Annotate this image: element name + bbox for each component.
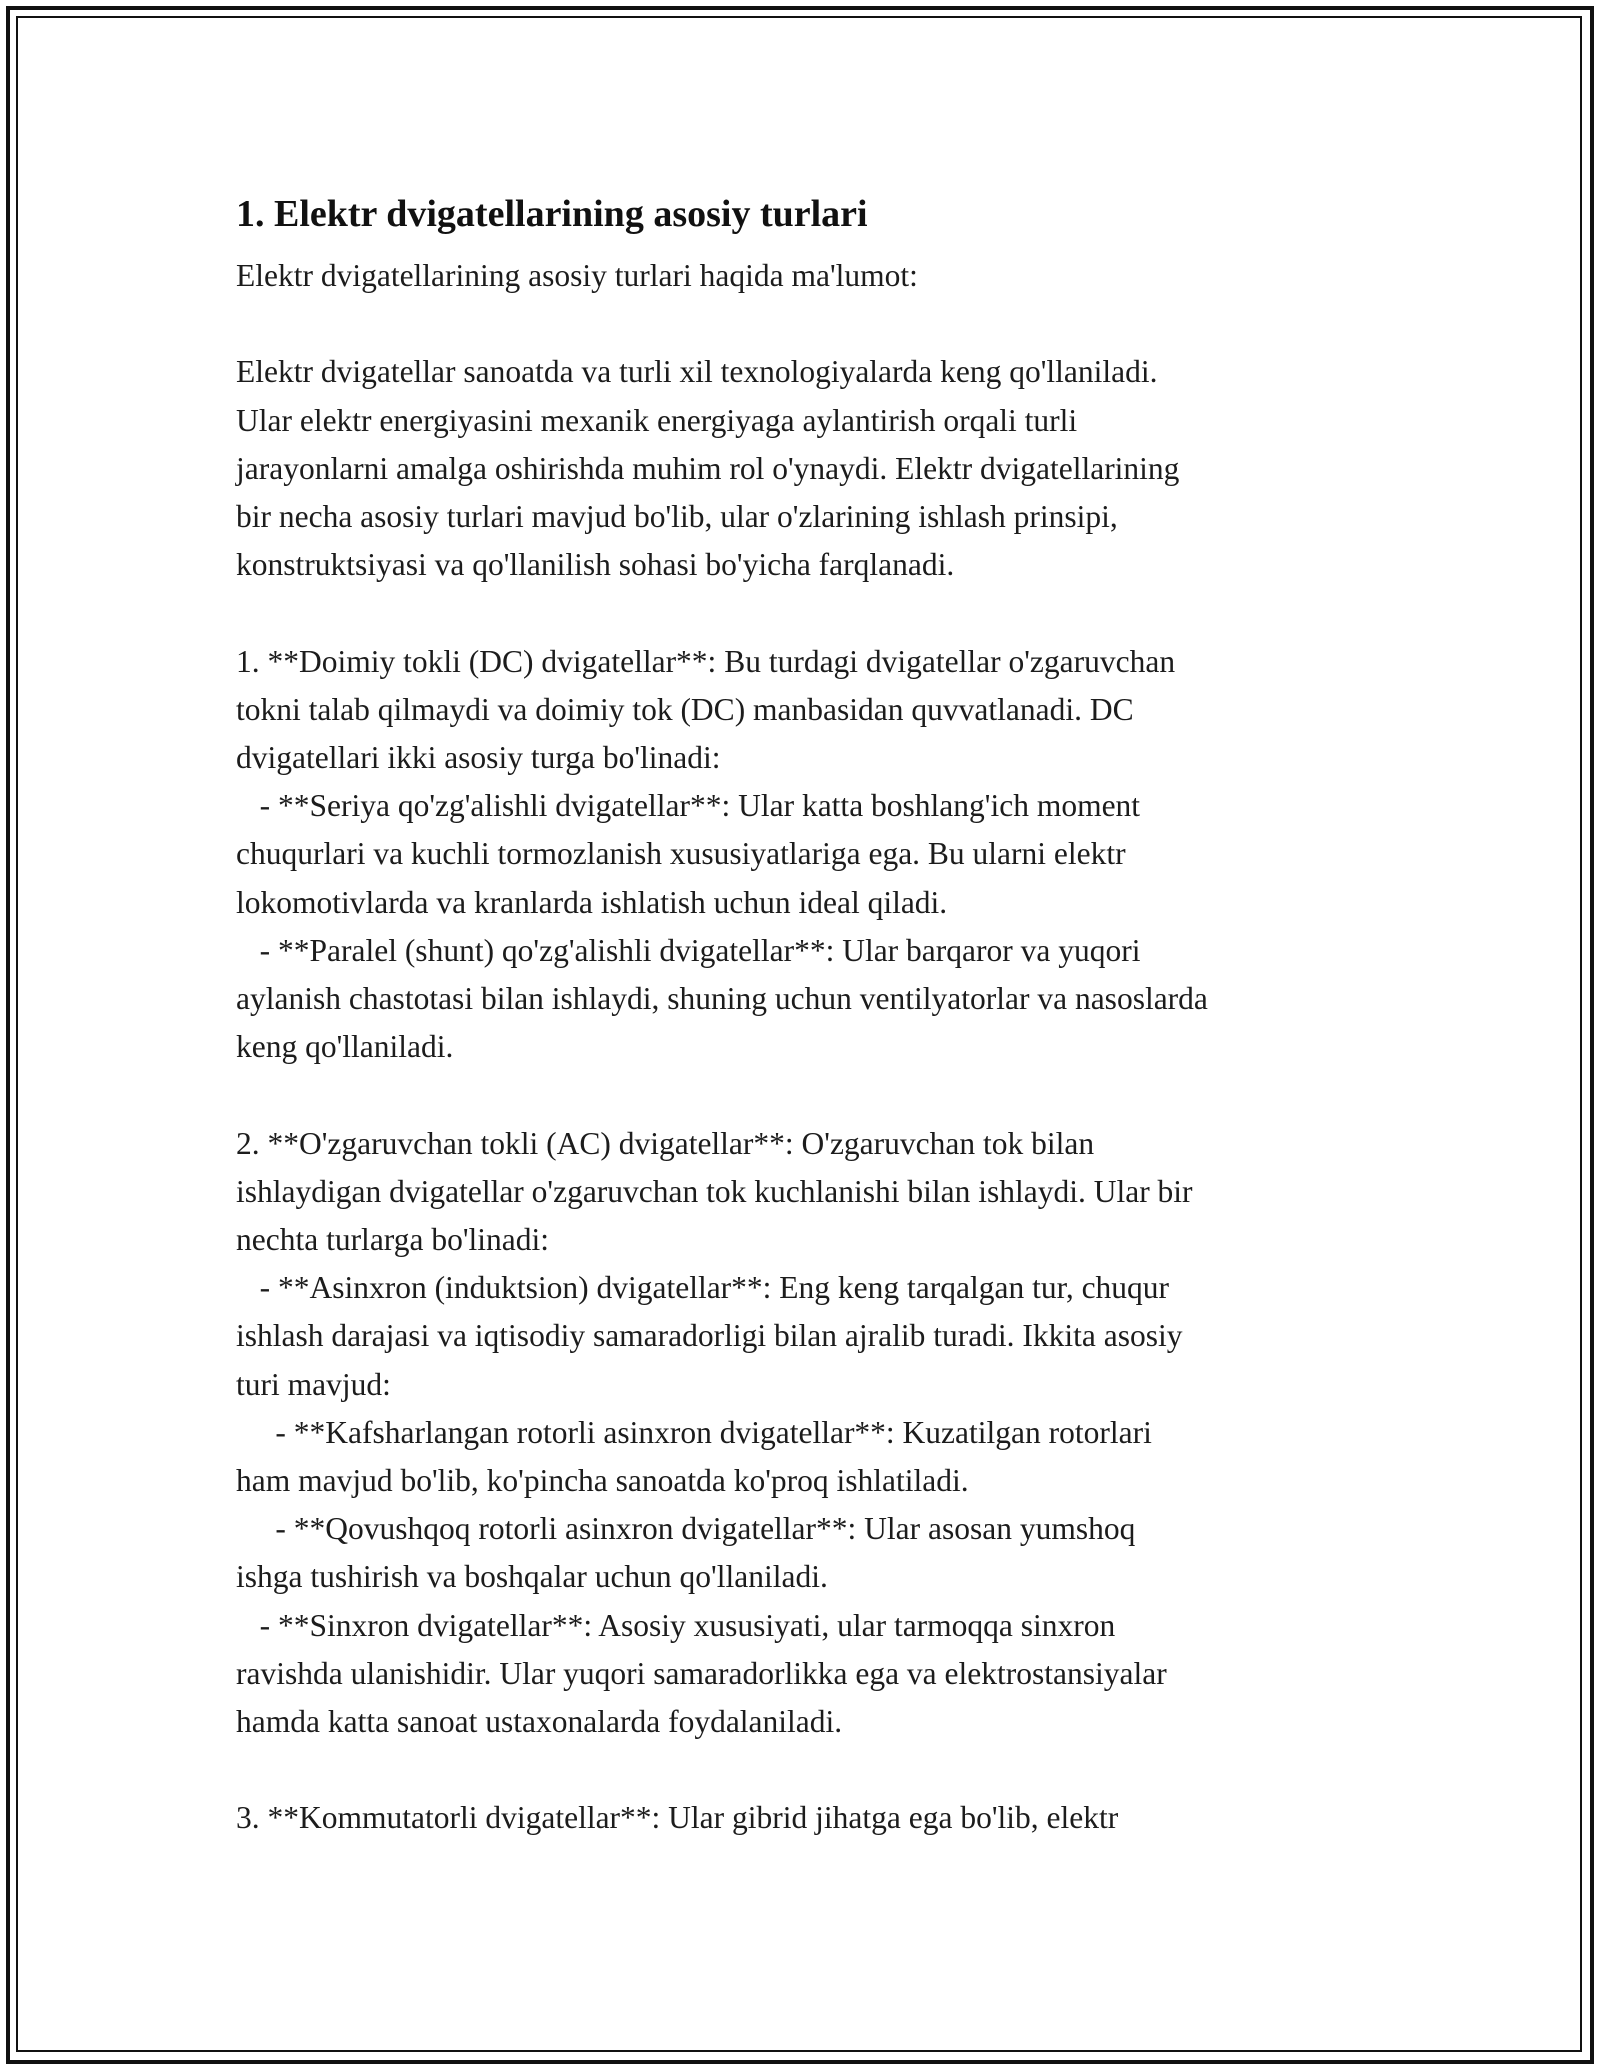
text-line: 1. **Doimiy tokli (DC) dvigatellar**: Bu turdagi dvigatellar o'zgaruvchan — [236, 643, 1176, 679]
text-line: - **Kafsharlangan rotorli asinxron dvigatellar**: Kuzatilgan rotorlari — [236, 1414, 1152, 1450]
text-line: lokomotivlarda va kranlarda ishlatish uchun ideal qiladi. — [236, 884, 948, 920]
text-line: ham mavjud bo'lib, ko'pincha sanoatda ko'proq ishlatiladi. — [236, 1463, 969, 1499]
text-line: aylanish chastotasi bilan ishlaydi, shuning uchun ventilyatorlar va nasoslarda — [236, 981, 1208, 1017]
text-line: Ular elektr energiyasini mexanik energiyaga aylantirish orqali turli — [236, 402, 1078, 438]
text-line: bir necha asosiy turlari mavjud bo'lib, ular o'zlarining ishlash prinsipi, — [236, 499, 1118, 534]
text-line: konstruktsiyasi va qo'llanilish sohasi bo'yicha farqlanadi. — [236, 547, 955, 583]
text-line: ravishda ulanishidir. Ular yuqori samaradorlikka ega va elektrostansiyalar — [236, 1655, 1167, 1691]
text-line: nechta turlarga bo'linadi: — [236, 1222, 549, 1258]
text-line: keng qo'llaniladi. — [236, 1029, 454, 1065]
text-line: hamda katta sanoat ustaxonalarda foydalaniladi. — [236, 1704, 843, 1740]
text-line: - **Paralel (shunt) qo'zg'alishli dvigatellar**: Ular barqaror va yuqori — [236, 932, 1141, 968]
text-line: ishlash darajasi va iqtisodiy samaradorligi bilan ajralib turadi. Ikkita asosiy — [236, 1318, 1183, 1354]
text-line: Elektr dvigatellarining asosiy turlari haqida ma'lumot: — [236, 258, 918, 293]
document-body — [236, 188, 1416, 1843]
text-line — [236, 300, 1416, 348]
text-line: - **Seriya qo'zg'alishli dvigatellar**: Ular katta boshlang'ich moment — [236, 788, 1141, 824]
text-line: dvigatellari ikki asosiy turga bo'linadi: — [236, 740, 721, 775]
text-line: turi mavjud: — [236, 1366, 391, 1402]
text-line — [236, 1071, 1416, 1119]
text-line: ishlaydigan dvigatellar o'zgaruvchan tok kuchlanishi bilan ishlaydi. Ular bir — [236, 1173, 1193, 1209]
text-line: 3. **Kommutatorli dvigatellar**: Ular gibrid jihatga ega bo'lib, elektr — [236, 1800, 1119, 1836]
text-line: ishga tushirish va boshqalar uchun qo'llaniladi. — [236, 1559, 828, 1595]
document-text — [236, 252, 1416, 1843]
text-line: 2. **O'zgaruvchan tokli (AC) dvigatellar**: O'zgaruvchan tok bilan — [236, 1125, 1095, 1161]
text-line: chuqurlari va kuchli tormozlanish xususiyatlariga ega. Bu ularni elektr — [236, 836, 1126, 872]
text-line: jarayonlarni amalga oshirishda muhim rol o'ynaydi. Elektr dvigatellarining — [236, 450, 1180, 486]
document-heading: 1. Elektr dvigatellarining asosiy turlari — [236, 193, 868, 235]
text-line — [236, 1746, 1416, 1794]
text-line: - **Asinxron (induktsion) dvigatellar**: Eng keng tarqalgan tur, chuqur — [236, 1270, 1170, 1306]
text-line — [236, 589, 1416, 637]
text-line: - **Qovushqoq rotorli asinxron dvigatellar**: Ular asosan yumshoq — [236, 1511, 1136, 1547]
text-line: Elektr dvigatellar sanoatda va turli xil texnologiyalarda keng qo'llaniladi. — [236, 354, 1158, 390]
text-line: tokni talab qilmaydi va doimiy tok (DC) manbasidan quvvatlanadi. DC — [236, 691, 1134, 727]
text-line: - **Sinxron dvigatellar**: Asosiy xususiyati, ular tarmoqqa sinxron — [236, 1607, 1116, 1643]
